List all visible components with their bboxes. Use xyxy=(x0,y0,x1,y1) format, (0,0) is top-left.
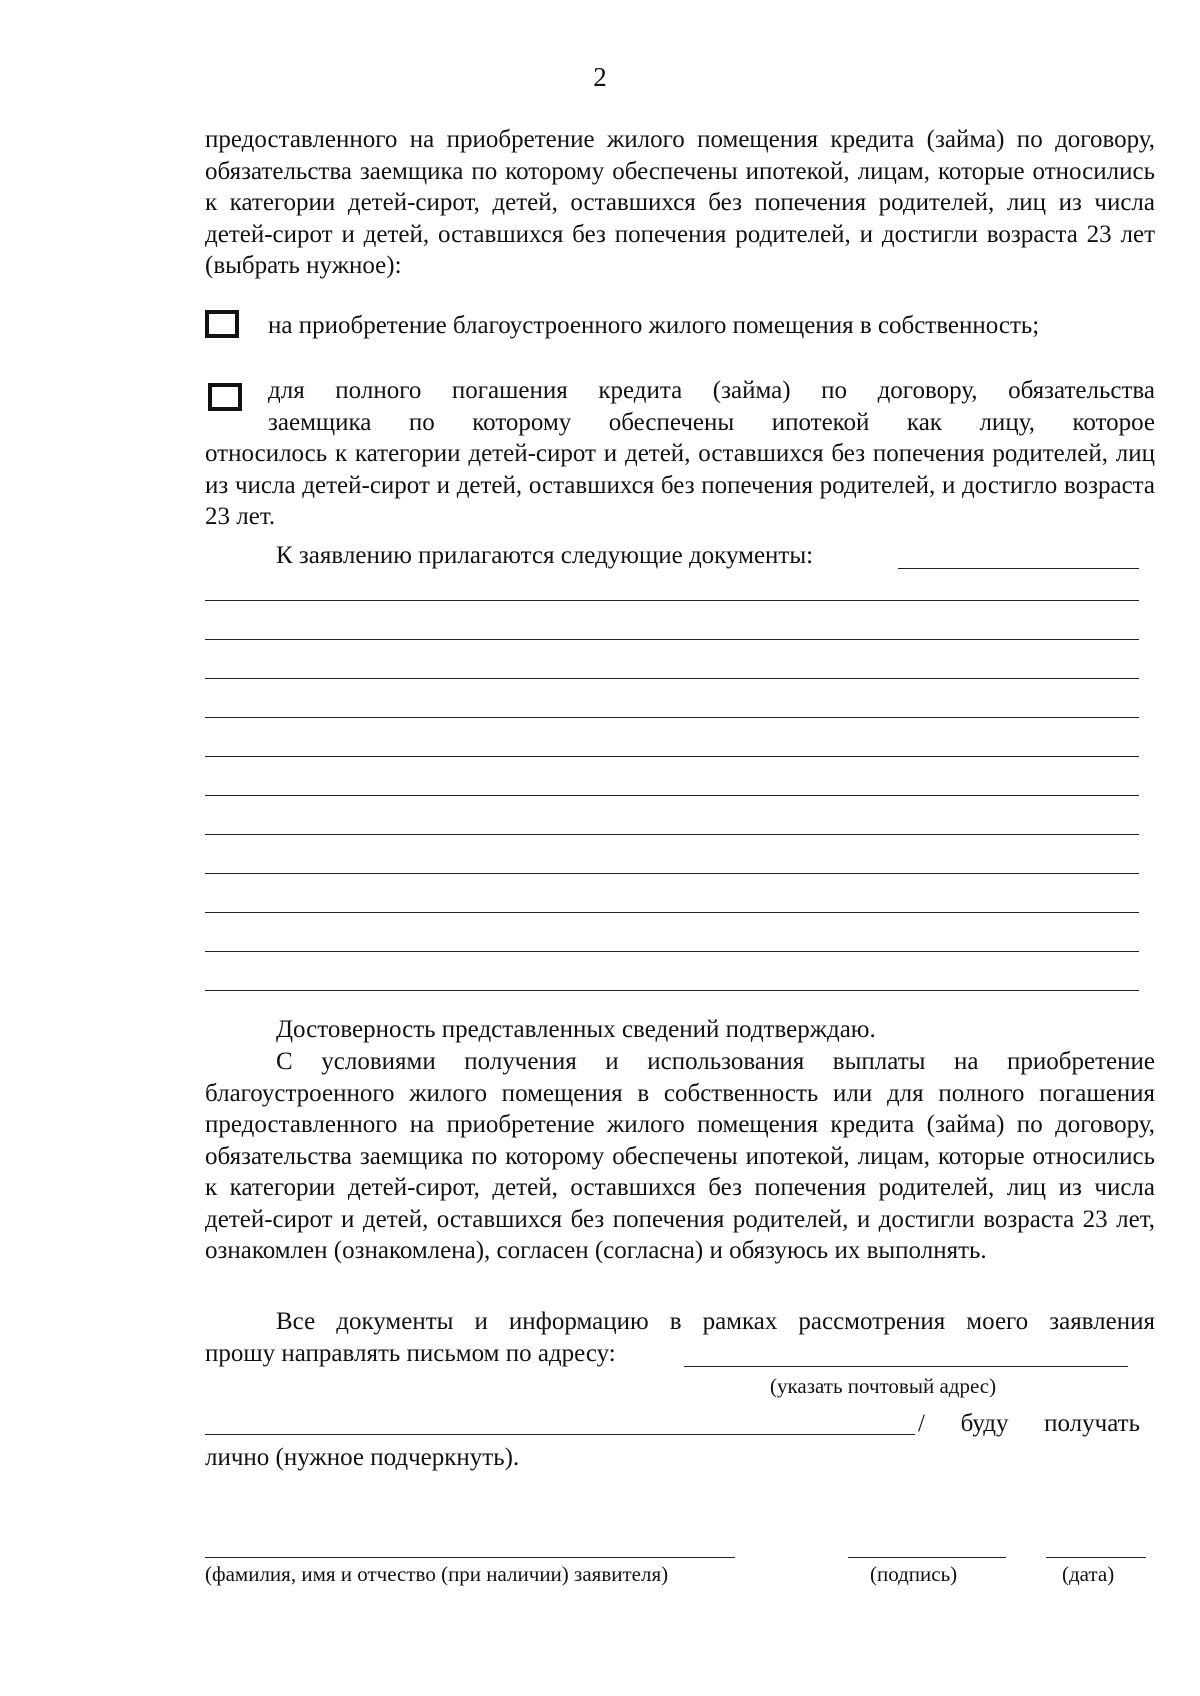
intro-paragraph xyxy=(205,124,1155,282)
option-loan-line2: заемщика по которому обеспечены ипотекой как лицу, которое xyxy=(268,408,1155,436)
attachments-line-9[interactable] xyxy=(205,912,1139,913)
attachments-line-2[interactable] xyxy=(205,639,1139,640)
conditions-text: С условиями получения и использования выплаты на приобретение благоустроенного жилого помещения в собственность или для полного погашения предоставленного на приобретение жилого помещения кредита (займа) по договору, обязательства заемщика по которому обеспечены ипотекой, лицам, которые относились к категории детей-сирот, детей, оставшихся без попечения родителей, лиц из числа детей-сирот и детей, оставшихся без попечения родителей, и достигли возраста 23 лет, ознакомлен (ознакомлена), согласен (согласна) и обязуюсь их выполнять. xyxy=(205,1048,1155,1264)
option-ownership-label: на приобретение благоустроенного жилого помещения в собственность; xyxy=(268,312,1040,339)
delivery-alt-text: / буду получать xyxy=(918,1410,1140,1437)
option-loan-repayment-checkbox[interactable] xyxy=(208,383,242,411)
intro-text: предоставленного на приобретение жилого помещения кредита (займа) по договору, обязательства заемщика по которому обеспечены ипотекой, лицам, которые относились к категории детей-сирот, детей, оставшихся без попечения родителей, лиц из числа детей-сирот и детей, оставшихся без попечения родителей, и достигли возраста 23 лет (выбрать нужное): xyxy=(205,126,1155,279)
attachments-line-10[interactable] xyxy=(205,951,1139,952)
option-loan-line1: для полного погашения кредита (займа) по договору, обязательства xyxy=(268,377,1155,404)
confirmation-text: Достоверность представленных сведений подтверждаю. xyxy=(276,1016,876,1043)
conditions-block xyxy=(205,1046,1155,1267)
attachments-line-0[interactable] xyxy=(898,568,1139,569)
signature-label: (подпись) xyxy=(870,1562,958,1586)
delivery-alt-text2: лично (нужное подчеркнуть). xyxy=(205,1444,520,1471)
attachments-line-3[interactable] xyxy=(205,678,1139,679)
delivery-line2: прошу направлять письмом по адресу: xyxy=(205,1340,616,1367)
attachments-line-1[interactable] xyxy=(205,600,1139,601)
attachments-line-11[interactable] xyxy=(205,990,1139,991)
postal-address-hint: (указать почтовый адрес) xyxy=(770,1374,997,1398)
delivery-line1: Все документы и информацию в рамках рассмотрения моего заявления xyxy=(276,1308,1155,1335)
attachments-line-4[interactable] xyxy=(205,717,1139,718)
option-loan-head xyxy=(268,375,1155,438)
attachments-line-6[interactable] xyxy=(205,795,1139,796)
date-label: (дата) xyxy=(1062,1562,1115,1586)
address-continuation-field[interactable] xyxy=(205,1434,915,1435)
option-loan-rest: относилось к категории детей-сирот и детей, оставшихся без попечения родителей, лиц из числа детей-сирот и детей, оставшихся без попечения родителей, и достигло возраста 23 лет. xyxy=(205,440,1155,530)
attachments-line-7[interactable] xyxy=(205,834,1139,835)
option-loan-rest-block xyxy=(205,438,1155,533)
attachments-label: К заявлению прилагаются следующие документы: xyxy=(276,542,814,569)
postal-address-field[interactable] xyxy=(684,1366,1128,1367)
applicant-name-label: (фамилия, имя и отчество (при наличии) заявителя) xyxy=(205,1562,669,1586)
attachments-line-8[interactable] xyxy=(205,873,1139,874)
attachments-line-5[interactable] xyxy=(205,756,1139,757)
signature-field[interactable] xyxy=(848,1557,1006,1558)
option-ownership-checkbox[interactable] xyxy=(205,310,239,338)
applicant-name-field[interactable] xyxy=(205,1557,735,1558)
date-field[interactable] xyxy=(1046,1557,1146,1558)
delivery-line1-block xyxy=(205,1306,1155,1338)
page-number: 2 xyxy=(593,62,607,92)
